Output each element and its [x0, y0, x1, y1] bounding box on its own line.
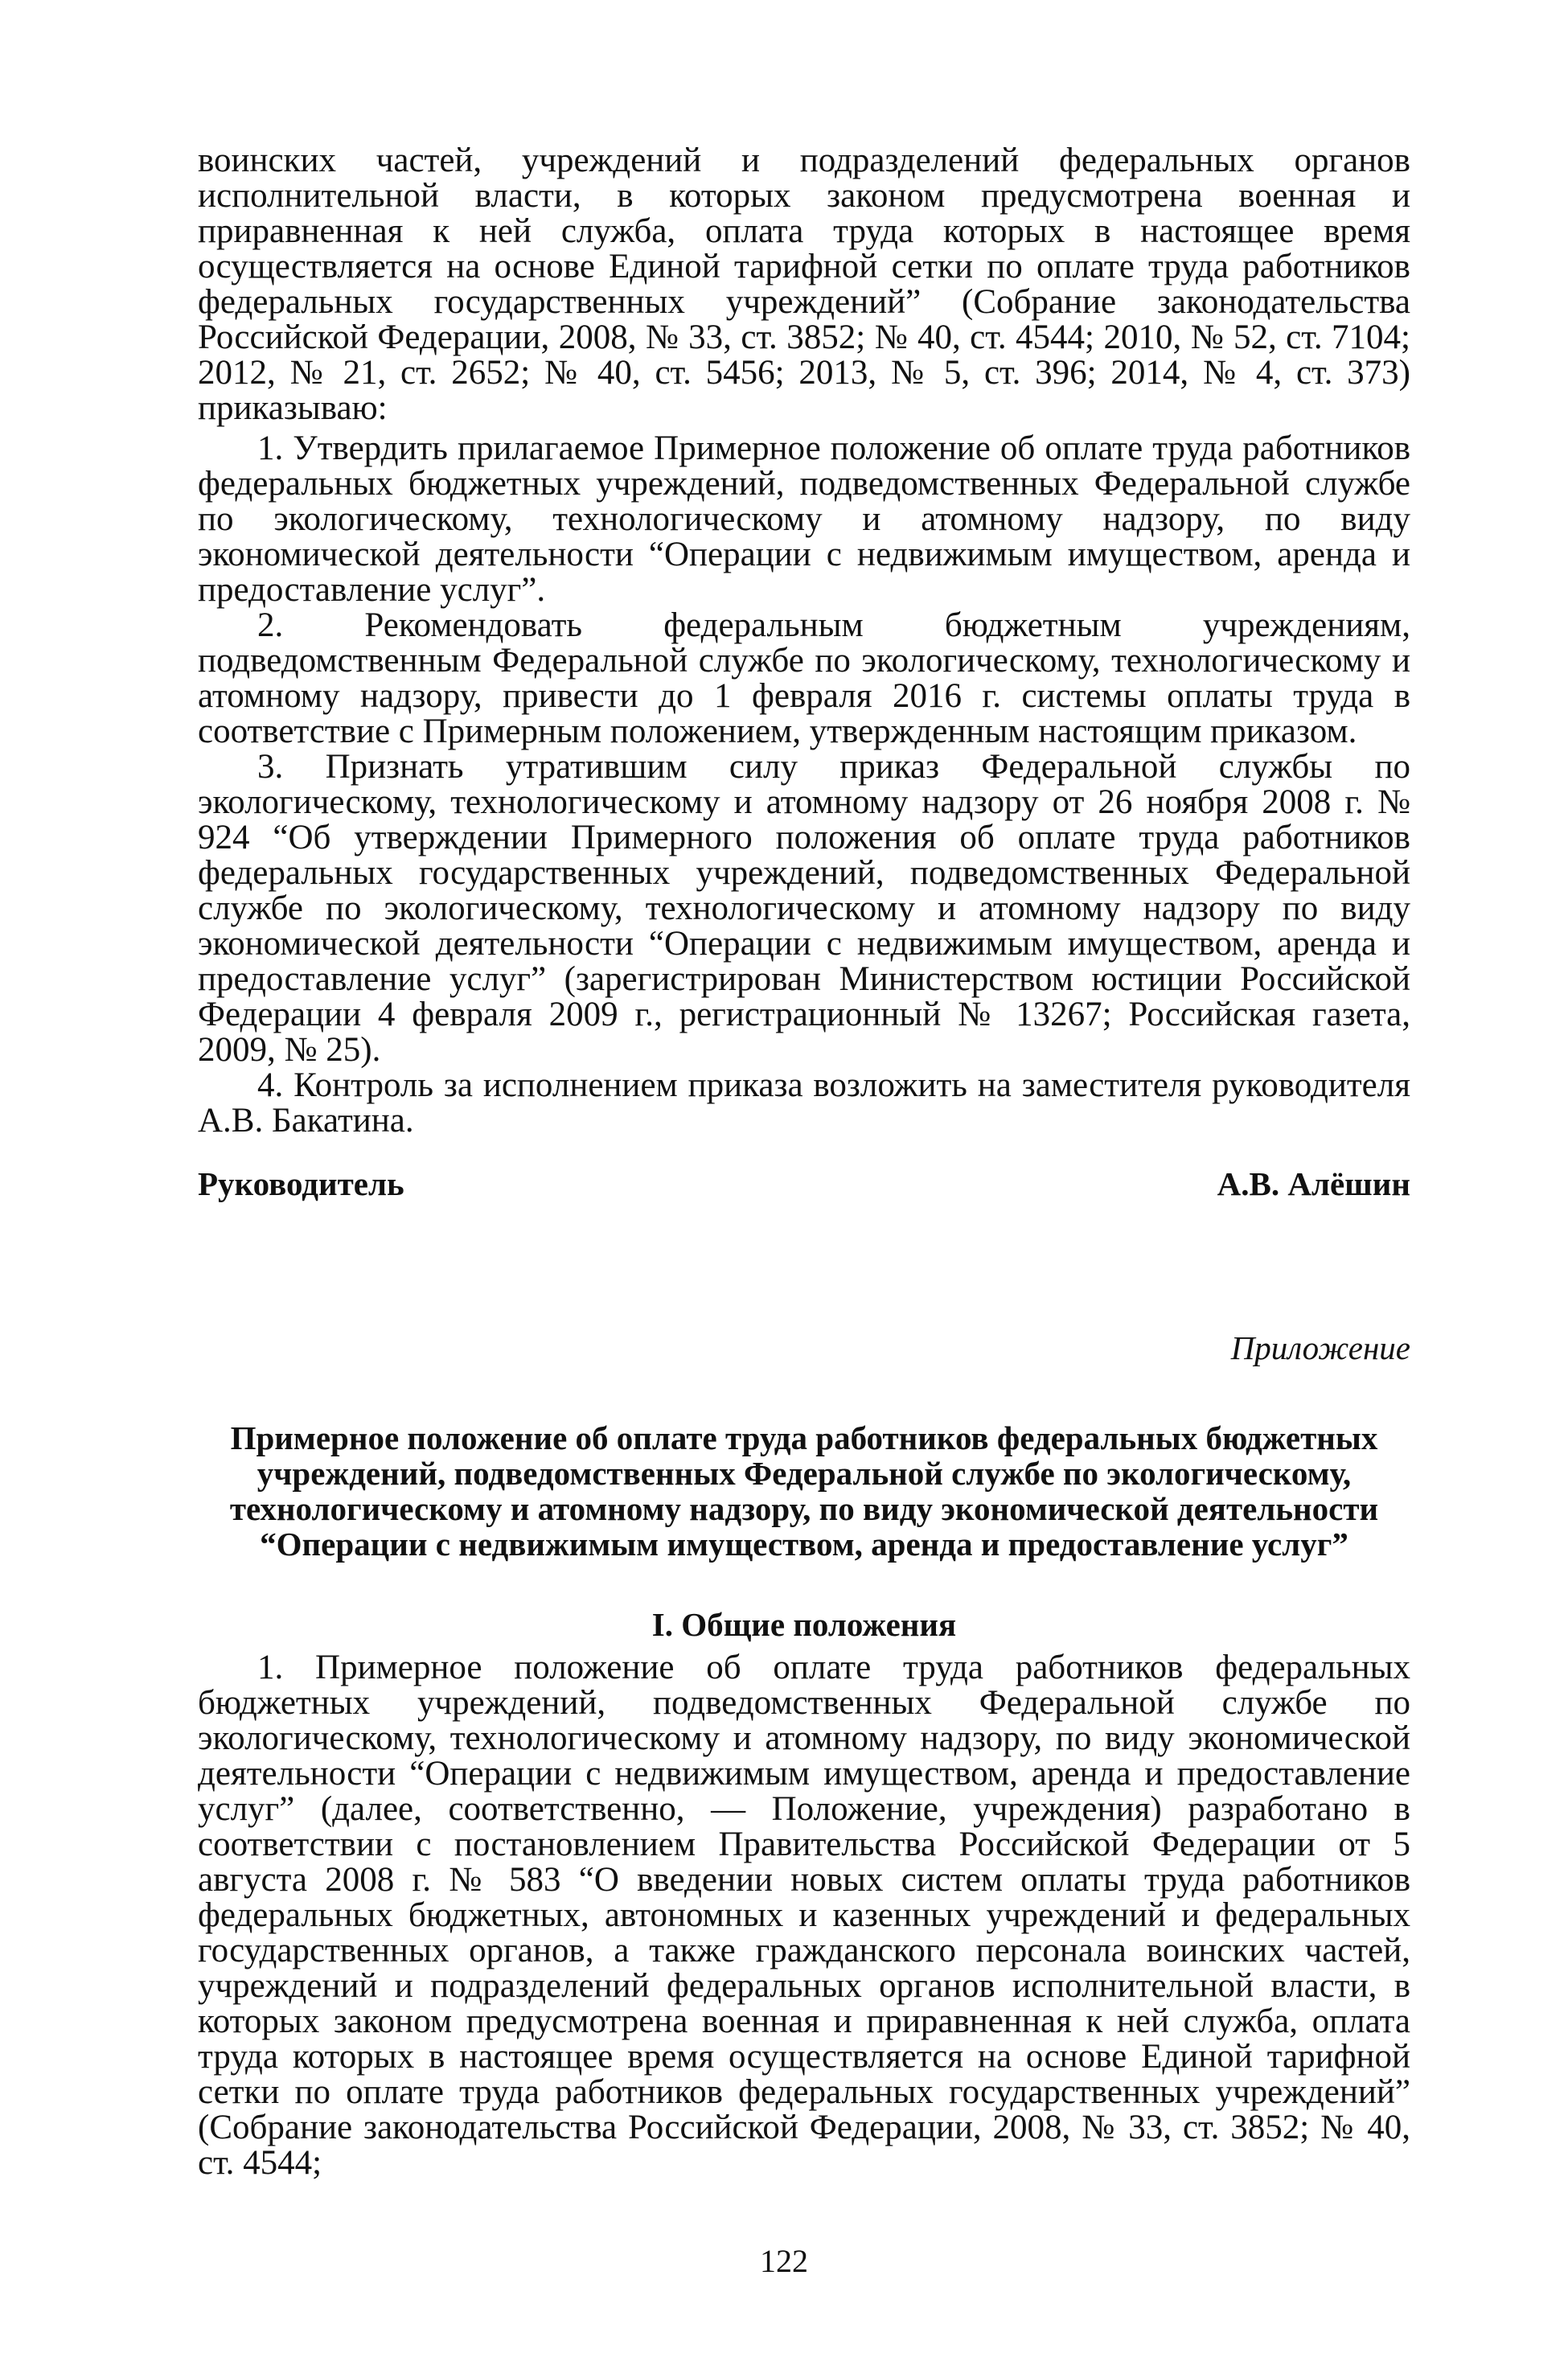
intro-paragraph: воинских частей, учреждений и подразделений федеральных органов исполнительной власти, в которых законом предусмотрена военная и приравненная к ней служба, оплата труда которых в настоящее время осуществляется на основе Единой тарифной сетки по оплате труда работников федеральных государственных учреждений” (Собрание законодательства Российской Федерации, 2008, № 33, ст. 3852; № 40, ст. 4544; 2010, № 52, ст. 7104; 2012, № 21, ст. 2652; № 40, ст. 5456; 2013, № 5, ст. 396; 2014, № 4, ст. 373) приказываю:	[198, 142, 1410, 427]
appendix-label: Приложение	[1230, 1329, 1410, 1366]
signature-position: Руководитель	[198, 1165, 404, 1202]
page-number: 122	[760, 2243, 808, 2279]
order-item-2: 2. Рекомендовать федеральным бюджетным учреждениям, подведомственным Федеральной службе по экологическому, технологическому и атомному надзору, привести до 1 февраля 2016 г. системы оплаты труда в соответствие с Примерным положением, утвержденным настоящим приказом.	[198, 606, 1410, 750]
order-item-1: 1. Утвердить прилагаемое Примерное положение об оплате труда работников федеральных бюджетных учреждений, подведомственных Федеральной службе по экологическому, технологическому и атомному надзору, по виду экономической деятельности “Операции с недвижимым имуществом, аренда и предоставление услуг”.	[198, 429, 1410, 609]
document-page	[198, 143, 1410, 2181]
order-item-4: 4. Контроль за исполнением приказа возложить на заместителя руководителя А.В. Бакатина.	[198, 1066, 1410, 1140]
signature-block	[198, 1166, 1410, 1201]
signature-name: А.В. Алёшин	[1217, 1165, 1410, 1202]
order-item-3: 3. Признать утратившим силу приказ Федеральной службы по экологическому, технологическому и атомному надзору от 26 ноября 2008 г. № 924 “Об утверждении Примерного положения об оплате труда работников федеральных государственных учреждений, подведомственных Федеральной службе по экологическому, технологическому и атомному надзору по виду экономической деятельности “Операции с недвижимым имуществом, аренда и предоставление услуг” (зарегистрирован Министерством юстиции Российской Федерации 4 февраля 2009 г., регистрационный № 13267; Российская газета, 2009, № 25).	[198, 748, 1410, 1069]
document-title: Примерное положение об оплате труда работников федеральных бюджетных учреждений, подведомственных Федеральной службе по экологическому, технологическому и атомному надзору, по виду экономической деятельности “Операции с недвижимым имуществом, аренда и предоставление услуг”	[229, 1419, 1379, 1563]
section-heading: I. Общие положения	[651, 1606, 957, 1643]
section-paragraph-1: 1. Примерное положение об оплате труда работников федеральных бюджетных учреждений, подведомственных Федеральной службе по экологическому, технологическому и атомному надзору, по виду экономической деятельности “Операции с недвижимым имуществом, аренда и предоставление услуг” (далее, соответственно, — Положение, учреждения) разработано в соответствии с постановлением Правительства Российской Федерации от 5 августа 2008 г. № 583 “О введении новых систем оплаты труда работников федеральных бюджетных, автономных и казенных учреждений и федеральных государственных органов, а также гражданского персонала воинских частей, учреждений и подразделений федеральных органов исполнительной власти, в которых законом предусмотрена военная и приравненная к ней служба, оплата труда которых в настоящее время осуществляется на основе Единой тарифной сетки по оплате труда работников федеральных государственных учреждений” (Собрание законодательства Российской Федерации, 2008, № 33, ст. 3852; № 40, ст. 4544;	[198, 1649, 1410, 2182]
